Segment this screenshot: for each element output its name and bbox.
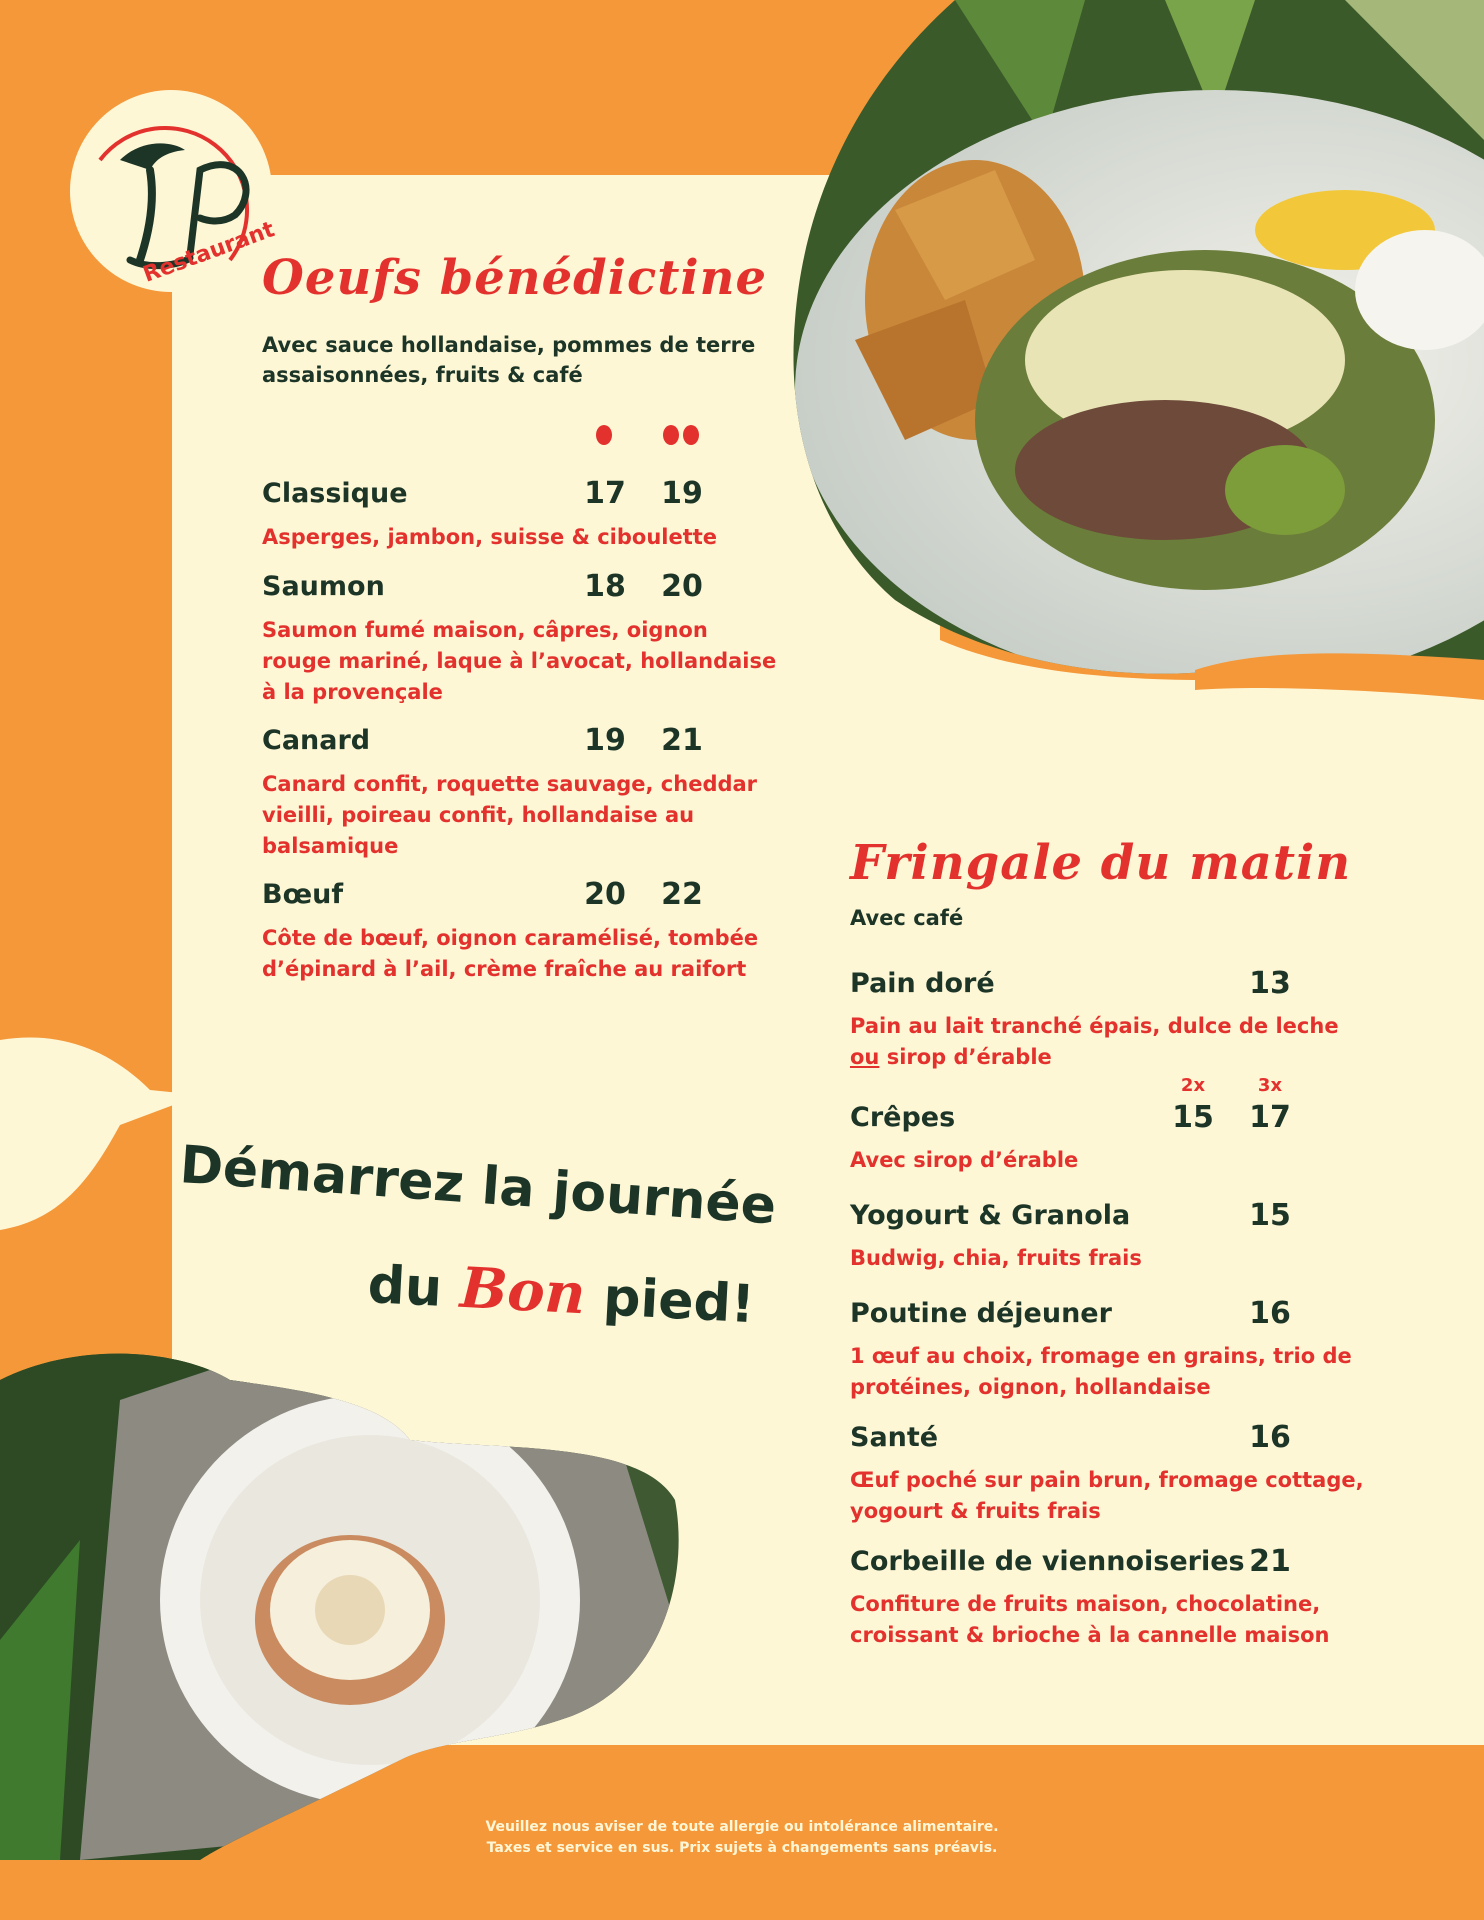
menu-item-price: 13 — [1249, 966, 1291, 1001]
menu-item-desc: d’épinard à l’ail, crème fraîche au raifort — [262, 957, 747, 981]
menu-item-desc: balsamique — [262, 834, 399, 858]
menu-item-price: 16 — [1249, 1296, 1291, 1331]
menu-item-price-single: 19 — [584, 723, 626, 758]
menu-item-price-double: 19 — [661, 476, 703, 511]
menu-item-name: Santé — [850, 1422, 939, 1453]
menu-item-price-single: 18 — [584, 569, 626, 604]
menu-item-name: Bœuf — [262, 879, 344, 910]
menu-item-desc — [850, 1042, 1052, 1073]
benedictine-intro-line2: assaisonnées, fruits & café — [262, 363, 583, 387]
menu-item-desc: Avec sirop d’érable — [850, 1148, 1079, 1172]
menu-item-desc: Côte de bœuf, oignon caramélisé, tombée — [262, 926, 759, 950]
menu-item-price: 16 — [1249, 1420, 1291, 1455]
eggs-benedict-photo — [785, 0, 1484, 700]
one-egg-icon — [594, 420, 614, 446]
fringale-title: Fringale du matin — [850, 835, 1352, 891]
menu-item-desc: Budwig, chia, fruits frais — [850, 1246, 1142, 1270]
menu-item-desc: Confiture de fruits maison, chocolatine, — [850, 1592, 1321, 1616]
crepes-3x-label: 3x — [1257, 1075, 1283, 1096]
underlined-or: ou — [850, 1045, 880, 1069]
menu-item-desc: 1 œuf au choix, fromage en grains, trio de — [850, 1344, 1352, 1368]
menu-item-desc: yogourt & fruits frais — [850, 1499, 1101, 1523]
menu-item-name: Poutine déjeuner — [850, 1298, 1112, 1329]
menu-item-price-double: 21 — [661, 723, 703, 758]
menu-item-name: Corbeille de viennoiseries — [850, 1546, 1245, 1577]
menu-item-desc: à la provençale — [262, 680, 443, 704]
cinnamon-roll-photo — [0, 1340, 680, 1860]
menu-item-price: 17 — [1249, 1100, 1291, 1135]
menu-item-desc: Asperges, jambon, suisse & ciboulette — [262, 525, 718, 549]
menu-item-desc: Canard confit, roquette sauvage, cheddar — [262, 772, 758, 796]
menu-item-name: Classique — [262, 478, 408, 509]
menu-item-desc: Œuf poché sur pain brun, fromage cottage, — [850, 1468, 1364, 1492]
menu-item-name: Crêpes — [850, 1102, 956, 1133]
menu-item-desc: Saumon fumé maison, câpres, oignon — [262, 618, 708, 642]
menu-item-price-double: 22 — [661, 877, 703, 912]
menu-item-desc: rouge mariné, laque à l’avocat, hollandaise — [262, 649, 777, 673]
slogan-du: du — [366, 1255, 444, 1319]
benedictine-intro-line1: Avec sauce hollandaise, pommes de terre — [262, 333, 756, 357]
footer-allergy-note: Veuillez nous aviser de toute allergie ou intolérance alimentaire. — [485, 1819, 999, 1835]
menu-item-name: Pain doré — [850, 968, 995, 999]
desc-rest: sirop d’érable — [879, 1045, 1052, 1069]
slogan-line1: Démarrez la journée — [177, 1135, 779, 1237]
slogan-pied: pied! — [601, 1267, 757, 1336]
menu-item-name: Canard — [262, 725, 371, 756]
menu-item-price: 15 — [1172, 1100, 1214, 1135]
menu-item-price-single: 20 — [584, 877, 626, 912]
menu-item-desc: protéines, oignon, hollandaise — [850, 1375, 1211, 1399]
logo-text: Restaurant — [139, 217, 278, 288]
menu-item-price-double: 20 — [661, 569, 703, 604]
benedictine-title: Oeufs bénédictine — [262, 250, 768, 306]
menu-item-desc: croissant & brioche à la cannelle maison — [850, 1623, 1330, 1647]
footer-tax-note: Taxes et service en sus. Prix sujets à changements sans préavis. — [486, 1840, 998, 1856]
menu-item-desc: vieilli, poireau confit, hollandaise au — [262, 803, 695, 827]
fringale-intro: Avec café — [850, 906, 964, 930]
crepes-2x-label: 2x — [1180, 1075, 1206, 1096]
menu-item-name: Yogourt & Granola — [850, 1200, 1131, 1231]
menu-item-price-single: 17 — [584, 476, 626, 511]
two-eggs-icon — [660, 420, 704, 446]
menu-item-price: 15 — [1249, 1198, 1291, 1233]
menu-item-price: 21 — [1249, 1544, 1291, 1579]
menu-item-desc: Pain au lait tranché épais, dulce de leche — [850, 1014, 1339, 1038]
menu-item-name: Saumon — [262, 571, 385, 602]
restaurant-logo — [70, 90, 278, 292]
slogan-bon: Bon — [458, 1254, 588, 1328]
